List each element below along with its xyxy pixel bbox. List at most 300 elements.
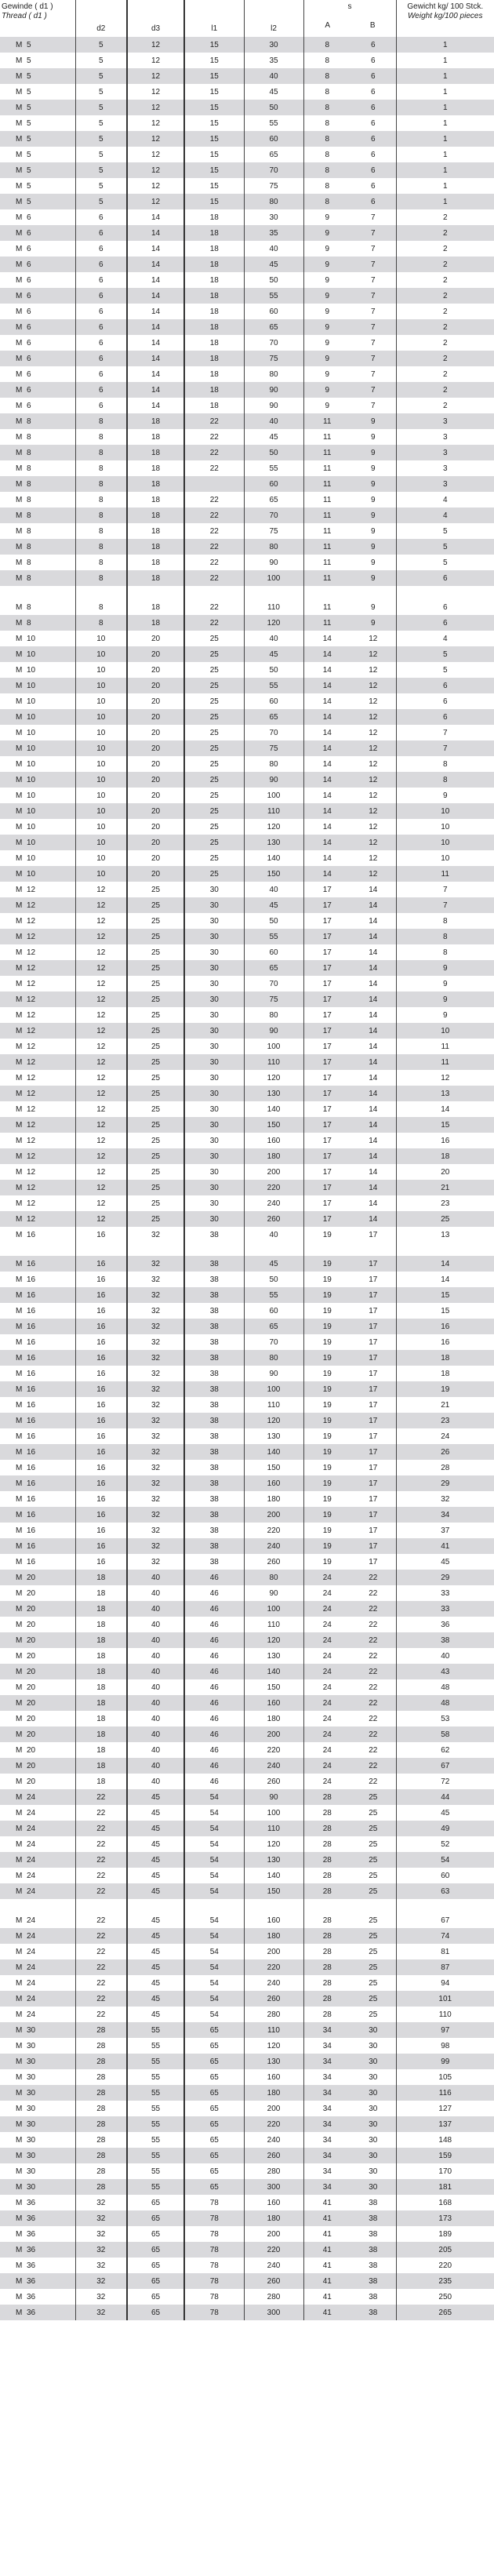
cell-d2: 28 (75, 2038, 127, 2054)
thread-size: 30 (27, 2151, 36, 2160)
cell-b: 7 (370, 338, 376, 347)
cell-d2: 32 (75, 2226, 127, 2242)
thread-size: 30 (27, 2135, 36, 2145)
cell-d2: 22 (75, 2007, 127, 2022)
cell-l2: 50 (244, 445, 303, 460)
table-row (0, 2054, 494, 2069)
table-row (0, 1491, 494, 1507)
cell-thread (0, 1821, 75, 1836)
cell-thread (0, 1272, 75, 1287)
thread-prefix: M (16, 1824, 23, 1833)
table-row (0, 1991, 494, 2007)
thread-size: 36 (27, 2276, 36, 2286)
table-row (0, 1319, 494, 1334)
cell-a: 17 (303, 1148, 351, 1164)
cell-weight: 4 (396, 631, 494, 646)
table-row (0, 1648, 494, 1664)
cell-l1: 15 (184, 115, 244, 131)
cell-d2: 8 (75, 555, 127, 570)
cell-l2: 220 (244, 1523, 303, 1538)
cell-weight: 63 (396, 1883, 494, 1899)
cell-l1: 54 (184, 1991, 244, 2007)
cell-a: 19 (303, 1428, 351, 1444)
thread-size: 10 (27, 697, 36, 706)
cell-l2: 75 (244, 523, 303, 539)
cell-l1: 18 (184, 288, 244, 304)
cell-thread (0, 335, 75, 351)
thread-prefix: M (16, 417, 23, 426)
cell-l2: 35 (244, 225, 303, 241)
cell-d2: 12 (75, 960, 127, 976)
thread-prefix: M (16, 1604, 23, 1614)
cell-b: 22 (369, 1620, 378, 1629)
cell-a: 24 (303, 1617, 351, 1632)
cell-d3: 65 (127, 2242, 184, 2258)
cell-l2: 160 (244, 2069, 303, 2085)
cell-d3: 45 (127, 1928, 184, 1944)
cell-b: 17 (351, 1319, 396, 1334)
thread-size: 8 (27, 464, 31, 473)
cell-a: 19 (303, 1413, 351, 1428)
cell-a: 14 (303, 803, 351, 819)
cell-l1: 38 (184, 1460, 244, 1475)
cell-d3: 25 (127, 897, 184, 913)
thread-size: 24 (27, 1916, 36, 1925)
table-row (0, 1507, 494, 1523)
cell-d2: 8 (75, 476, 127, 492)
cell-a: 8 (303, 84, 351, 100)
thread-prefix: M (16, 728, 23, 737)
cell-d2: 22 (75, 1805, 127, 1821)
thread-prefix: M (16, 712, 23, 722)
cell-weight: 40 (396, 1648, 494, 1664)
thread-size: 20 (27, 1777, 36, 1786)
thread-prefix: M (16, 2104, 23, 2113)
cell-a: 19 (303, 1272, 351, 1287)
cell-b: 9 (351, 413, 396, 429)
cell-d3: 12 (127, 162, 184, 178)
cell-b: 25 (369, 1839, 378, 1849)
cell-l1: 22 (184, 599, 244, 615)
cell-d3: 45 (127, 1959, 184, 1975)
header-weight-en: Weight kg/100 pieces (408, 12, 483, 20)
cell-b: 6 (351, 100, 396, 115)
thread-size: 6 (27, 385, 31, 395)
thread-size: 10 (27, 838, 36, 847)
cell-weight: 235 (396, 2273, 494, 2289)
table-row (0, 37, 494, 53)
thread-size: 6 (27, 260, 31, 269)
thread-size: 24 (27, 1839, 36, 1849)
cell-l1: 22 (184, 508, 244, 523)
table-row (0, 1195, 494, 1211)
cell-b: 30 (351, 2116, 396, 2132)
thread-size: 30 (27, 2104, 36, 2113)
cell-b: 38 (369, 2261, 378, 2270)
cell-thread (0, 272, 75, 288)
cell-d2: 16 (75, 1366, 127, 1381)
cell-d2: 18 (75, 1585, 127, 1601)
thread-prefix: M (16, 1337, 23, 1347)
cell-l2: 280 (244, 2163, 303, 2179)
cell-b: 12 (351, 803, 396, 819)
cell-l1: 30 (184, 1054, 244, 1070)
table-row (0, 693, 494, 709)
cell-l2: 80 (244, 1570, 303, 1585)
thread-size: 8 (27, 511, 31, 520)
cell-l2: 200 (244, 2101, 303, 2116)
cell-l2: 45 (244, 897, 303, 913)
cell-b: 7 (370, 275, 376, 285)
thread-size: 12 (27, 1057, 36, 1067)
cell-d3: 32 (127, 1303, 184, 1319)
cell-a: 24 (303, 1726, 351, 1742)
cell-a: 14 (303, 646, 351, 662)
cell-l2: 90 (244, 1585, 303, 1601)
cell-thread (0, 1852, 75, 1868)
cell-weight: 170 (396, 2163, 494, 2179)
cell-l2: 160 (244, 1133, 303, 1148)
cell-b: 30 (369, 2041, 378, 2050)
cell-a: 19 (303, 1350, 351, 1366)
cell-a: 28 (303, 1912, 351, 1928)
cell-weight: 11 (396, 1039, 494, 1054)
cell-l2: 75 (244, 991, 303, 1007)
cell-thread (0, 1991, 75, 2007)
thread-prefix: M (16, 2057, 23, 2066)
cell-l2: 110 (244, 2022, 303, 2038)
cell-thread (0, 1538, 75, 1554)
cell-d3: 25 (127, 1148, 184, 1164)
cell-thread (0, 850, 75, 866)
cell-thread (0, 1319, 75, 1334)
cell-thread (0, 1570, 75, 1585)
cell-d3: 65 (127, 2258, 184, 2273)
cell-weight: 2 (396, 304, 494, 319)
cell-thread (0, 1507, 75, 1523)
cell-thread (0, 492, 75, 508)
cell-a: 34 (303, 2132, 351, 2148)
cell-d2: 18 (75, 1758, 127, 1774)
cell-thread (0, 662, 75, 678)
cell-d3: 25 (127, 1054, 184, 1070)
cell-a: 41 (303, 2289, 351, 2305)
cell-l2: 65 (244, 960, 303, 976)
cell-l2: 120 (244, 2038, 303, 2054)
cell-a: 24 (303, 1711, 351, 1726)
cell-thread (0, 615, 75, 631)
cell-a: 24 (303, 1758, 351, 1774)
cell-b: 14 (369, 1136, 378, 1145)
cell-d2: 22 (75, 1928, 127, 1944)
cell-l1: 22 (184, 413, 244, 429)
cell-d3: 55 (127, 2085, 184, 2101)
cell-d2: 6 (75, 304, 127, 319)
cell-weight: 2 (396, 272, 494, 288)
cell-l2: 180 (244, 2210, 303, 2226)
cell-d3: 32 (127, 1319, 184, 1334)
cell-a: 17 (303, 1039, 351, 1054)
cell-l2: 70 (244, 162, 303, 178)
thread-size: 16 (27, 1479, 36, 1488)
cell-thread (0, 288, 75, 304)
thread-prefix: M (16, 275, 23, 285)
cell-b: 6 (370, 118, 376, 128)
cell-b: 17 (369, 1494, 378, 1504)
thread-size: 30 (27, 2119, 36, 2129)
cell-thread (0, 944, 75, 960)
gap-cell (396, 1899, 494, 1912)
table-row (0, 2242, 494, 2258)
cell-b: 22 (351, 1570, 396, 1585)
thread-prefix: M (16, 354, 23, 363)
cell-l2: 130 (244, 2054, 303, 2069)
table-row (0, 1070, 494, 1086)
thread-size: 5 (27, 134, 31, 144)
thread-prefix: M (16, 1479, 23, 1488)
cell-l2: 90 (244, 1023, 303, 1039)
header-d2: d2 (75, 0, 127, 37)
cell-l2: 150 (244, 1117, 303, 1133)
thread-prefix: M (16, 1447, 23, 1457)
cell-thread (0, 1101, 75, 1117)
cell-d3: 25 (127, 1195, 184, 1211)
cell-d3: 20 (127, 803, 184, 819)
table-row (0, 147, 494, 162)
cell-a: 34 (303, 2148, 351, 2163)
cell-d2: 5 (75, 53, 127, 68)
cell-l1: 38 (184, 1444, 244, 1460)
cell-l2: 80 (244, 539, 303, 555)
cell-b: 25 (369, 1808, 378, 1817)
cell-thread (0, 897, 75, 913)
thread-size: 5 (27, 118, 31, 128)
gap-cell (351, 1243, 396, 1256)
cell-b: 38 (351, 2273, 396, 2289)
table-row (0, 1959, 494, 1975)
cell-d3: 14 (127, 335, 184, 351)
cell-l1: 22 (184, 570, 244, 586)
thread-size: 12 (27, 1214, 36, 1224)
cell-a: 11 (303, 460, 351, 476)
cell-weight: 36 (396, 1617, 494, 1632)
cell-l1: 78 (184, 2195, 244, 2210)
cell-l2: 240 (244, 2258, 303, 2273)
cell-l1: 54 (184, 1852, 244, 1868)
cell-b: 30 (351, 2085, 396, 2101)
thread-prefix: M (16, 1947, 23, 1956)
table-row (0, 1632, 494, 1648)
cell-thread (0, 1303, 75, 1319)
table-row (0, 1601, 494, 1617)
cell-b: 17 (369, 1463, 378, 1472)
cell-l2: 110 (244, 1821, 303, 1836)
table-row (0, 194, 494, 209)
cell-b: 14 (351, 1054, 396, 1070)
cell-b: 12 (369, 791, 378, 800)
thread-size: 36 (27, 2292, 36, 2301)
cell-d3: 40 (127, 1774, 184, 1789)
cell-weight: 9 (396, 960, 494, 976)
cell-weight: 25 (396, 1211, 494, 1227)
cell-weight: 43 (396, 1664, 494, 1679)
table-row (0, 68, 494, 84)
cell-l2: 240 (244, 2132, 303, 2148)
cell-a: 24 (303, 1601, 351, 1617)
cell-d3: 40 (127, 1617, 184, 1632)
cell-l2: 200 (244, 1944, 303, 1959)
cell-a: 41 (303, 2226, 351, 2242)
cell-l2: 55 (244, 929, 303, 944)
table-row (0, 960, 494, 976)
cell-a: 28 (303, 1883, 351, 1899)
cell-b: 6 (370, 56, 376, 65)
cell-b: 9 (351, 476, 396, 492)
cell-d3: 25 (127, 976, 184, 991)
cell-b: 25 (351, 1928, 396, 1944)
cell-l1: 30 (184, 991, 244, 1007)
cell-d2: 5 (75, 100, 127, 115)
thread-size: 12 (27, 1167, 36, 1177)
table-row (0, 2163, 494, 2179)
table-row (0, 599, 494, 615)
cell-weight: 189 (396, 2226, 494, 2242)
table-row (0, 678, 494, 693)
cell-d3: 32 (127, 1227, 184, 1243)
cell-thread (0, 1227, 75, 1243)
cell-a: 8 (303, 68, 351, 84)
cell-b: 17 (351, 1507, 396, 1523)
cell-thread (0, 2116, 75, 2132)
thread-prefix: M (16, 56, 23, 65)
cell-b: 9 (370, 526, 376, 536)
cell-d3: 25 (127, 960, 184, 976)
table-row (0, 84, 494, 100)
cell-l2: 55 (244, 678, 303, 693)
table-row (0, 131, 494, 147)
cell-a: 9 (303, 288, 351, 304)
cell-l1: 54 (184, 1883, 244, 1899)
cell-a: 19 (303, 1319, 351, 1334)
cell-l1: 30 (184, 1039, 244, 1054)
cell-a: 17 (303, 944, 351, 960)
cell-d2: 16 (75, 1413, 127, 1428)
table-row (0, 272, 494, 288)
cell-l2: 280 (244, 2289, 303, 2305)
cell-d3: 45 (127, 1789, 184, 1805)
cell-weight: 11 (396, 1054, 494, 1070)
thread-size: 16 (27, 1494, 36, 1504)
cell-thread (0, 37, 75, 53)
cell-l2: 120 (244, 819, 303, 835)
cell-l2: 40 (244, 882, 303, 897)
cell-d3: 45 (127, 1805, 184, 1821)
cell-d2: 22 (75, 1991, 127, 2007)
cell-d2: 8 (75, 570, 127, 586)
cell-l2: 80 (244, 194, 303, 209)
cell-a: 14 (303, 693, 351, 709)
cell-d3: 18 (127, 615, 184, 631)
cell-a: 28 (303, 1944, 351, 1959)
cell-d2: 16 (75, 1272, 127, 1287)
cell-b: 9 (351, 615, 396, 631)
table-row (0, 1054, 494, 1070)
cell-d3: 65 (127, 2195, 184, 2210)
cell-thread (0, 1928, 75, 1944)
cell-l2: 200 (244, 1164, 303, 1180)
cell-d2: 12 (75, 882, 127, 897)
cell-weight: 72 (396, 1774, 494, 1789)
thread-size: 12 (27, 1042, 36, 1051)
cell-a: 24 (303, 1570, 351, 1585)
table-gap (0, 1243, 494, 1256)
thread-prefix: M (16, 869, 23, 879)
cell-thread (0, 756, 75, 772)
thread-prefix: M (16, 197, 23, 206)
cell-weight: 11 (396, 866, 494, 882)
cell-b: 30 (351, 2054, 396, 2069)
cell-weight: 148 (396, 2132, 494, 2148)
cell-l2: 40 (244, 631, 303, 646)
cell-b: 17 (369, 1275, 378, 1284)
header-d3: d3 (127, 0, 184, 37)
cell-thread (0, 68, 75, 84)
cell-thread (0, 913, 75, 929)
cell-d3: 40 (127, 1758, 184, 1774)
cell-l2: 40 (244, 68, 303, 84)
thread-size: 20 (27, 1714, 36, 1723)
cell-d2: 22 (75, 1852, 127, 1868)
cell-d3: 25 (127, 1070, 184, 1086)
cell-d3: 20 (127, 693, 184, 709)
cell-l2: 40 (244, 413, 303, 429)
cell-weight: 4 (396, 492, 494, 508)
cell-l2: 80 (244, 1007, 303, 1023)
thread-prefix: M (16, 2198, 23, 2207)
cell-a: 24 (303, 1679, 351, 1695)
cell-thread (0, 2007, 75, 2022)
cell-b: 14 (351, 1148, 396, 1164)
thread-size: 12 (27, 995, 36, 1004)
cell-a: 14 (303, 662, 351, 678)
cell-d2: 32 (75, 2210, 127, 2226)
cell-l1: 38 (184, 1303, 244, 1319)
cell-a: 19 (303, 1554, 351, 1570)
cell-l2: 120 (244, 1070, 303, 1086)
cell-l1: 30 (184, 976, 244, 991)
cell-d3: 25 (127, 991, 184, 1007)
thread-prefix: M (16, 2025, 23, 2035)
thread-prefix: M (16, 916, 23, 926)
table-row (0, 1585, 494, 1601)
cell-d3: 18 (127, 413, 184, 429)
cell-d2: 16 (75, 1554, 127, 1570)
cell-d3: 55 (127, 2038, 184, 2054)
cell-a: 9 (303, 241, 351, 257)
cell-d2: 28 (75, 2022, 127, 2038)
cell-l2: 200 (244, 1507, 303, 1523)
table-row (0, 115, 494, 131)
cell-l1: 38 (184, 1287, 244, 1303)
cell-a: 17 (303, 1133, 351, 1148)
thread-prefix: M (16, 322, 23, 332)
cell-l1: 22 (184, 445, 244, 460)
table-row (0, 709, 494, 725)
cell-l2: 160 (244, 1475, 303, 1491)
table-row (0, 1742, 494, 1758)
cell-b: 25 (369, 2010, 378, 2019)
thread-prefix: M (16, 1651, 23, 1661)
